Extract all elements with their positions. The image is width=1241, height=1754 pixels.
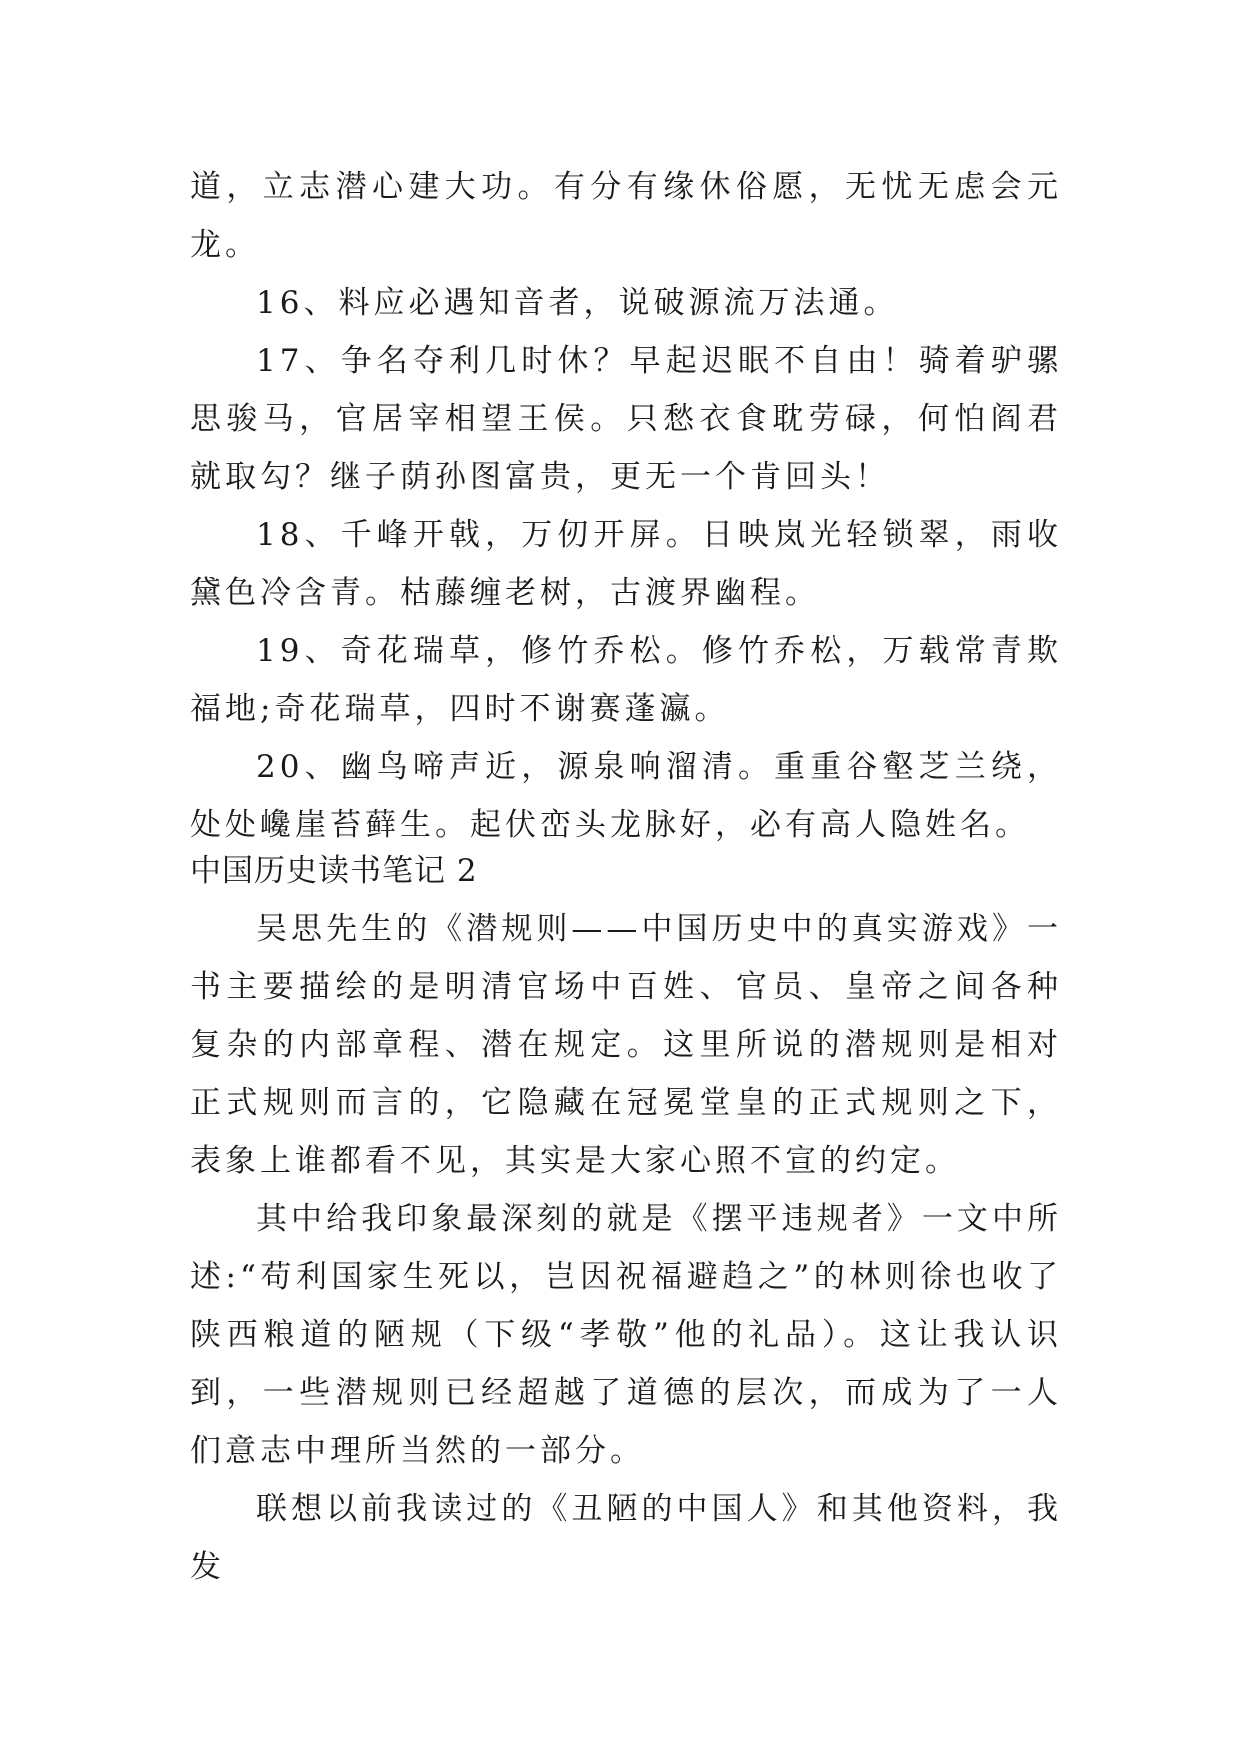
paragraph-continuation: 道，立志潜心建大功。有分有缘休俗愿，无忧无虑会元龙。 xyxy=(190,169,1062,263)
paragraph-16: 16、料应必遇知音者，说破源流万法通。 xyxy=(256,285,899,321)
paragraph-19: 19、奇花瑞草，修竹乔松。修竹乔松，万载常青欺福地;奇花瑞草，四时不谢赛蓬瀛。 xyxy=(190,633,1062,727)
notes-paragraph-3: 联想以前我读过的《丑陋的中国人》和其他资料，我发 xyxy=(190,1491,1062,1585)
paragraph-20: 20、幽鸟啼声近，源泉响溜清。重重谷壑芝兰绕，处处巉崖苔藓生。起伏峦头龙脉好，必有高人隐姓名。 xyxy=(190,749,1062,843)
notes-paragraph-2: 其中给我印象最深刻的就是《摆平违规者》一文中所述:“苟利国家生死以，岂因祝福避趋之”的林则徐也收了陕西粮道的陋规（下级“孝敬”他的礼品）。这让我认识到，一些潜规则已经超越了道德的层次，而成为了一人们意志中理所当然的一部分。 xyxy=(190,1201,1062,1469)
section-title: 中国历史读书笔记 2 xyxy=(190,853,478,889)
paragraph-17: 17、争名夺利几时休？早起迟眠不自由！骑着驴骡思骏马，官居宰相望王侯。只愁衣食耽劳碌，何怕阎君就取勾？继子荫孙图富贵，更无一个肯回头！ xyxy=(190,343,1062,495)
poem-section xyxy=(190,158,1062,854)
reading-notes-section xyxy=(190,842,1062,1596)
notes-paragraph-1: 吴思先生的《潜规则——中国历史中的真实游戏》一书主要描绘的是明清官场中百姓、官员、皇帝之间各种复杂的内部章程、潜在规定。这里所说的潜规则是相对正式规则而言的，它隐藏在冠冕堂皇的正式规则之下，表象上谁都看不见，其实是大家心照不宣的约定。 xyxy=(190,911,1062,1179)
paragraph-18: 18、千峰开戟，万仞开屏。日映岚光轻锁翠，雨收黛色冷含青。枯藤缠老树，古渡界幽程。 xyxy=(190,517,1062,611)
